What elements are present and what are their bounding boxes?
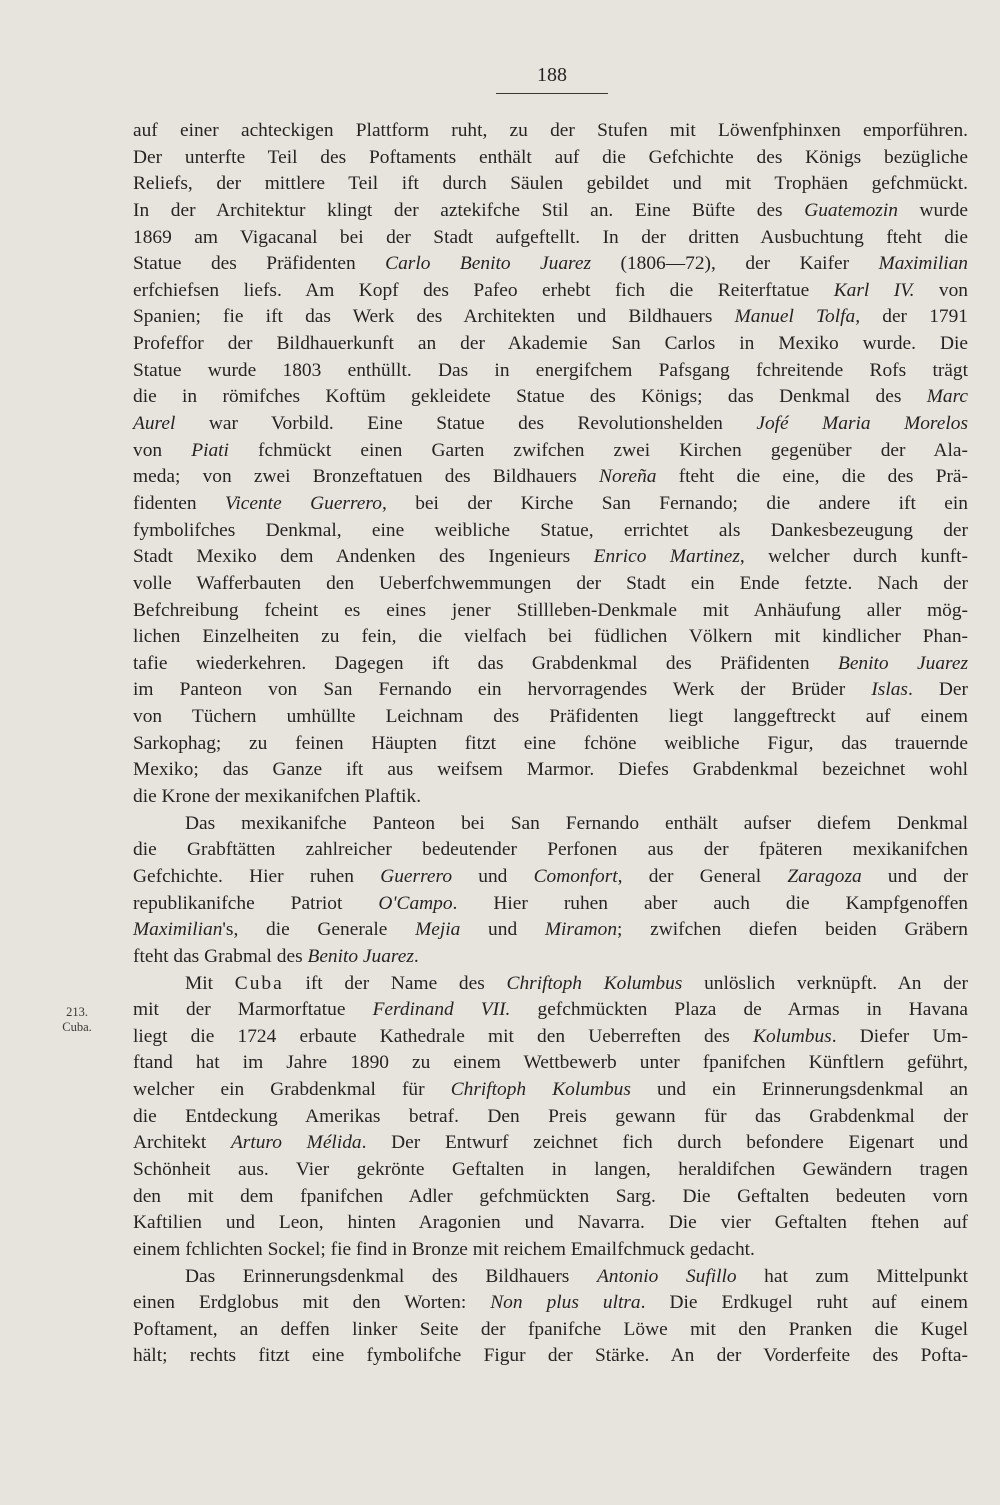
text-line <box>133 171 968 198</box>
text-segment: wurde <box>897 199 968 221</box>
text-line <box>133 757 968 784</box>
text-segment: Befchreibung fcheint es eines jener Stillleben-Denkmale mit Anhäufung aller mög- <box>133 599 968 621</box>
italic-name: Karl IV. <box>833 279 915 301</box>
text-segment: den mit dem fpanifchen Adler gefchmückten Sarg. Die Geftalten bedeuten vorn <box>133 1185 968 1207</box>
text-segment: ftand hat im Jahre 1890 zu einem Wettbewerb unter fpanifchen Künftlern geführt, <box>133 1052 968 1074</box>
italic-name: Miramon <box>544 919 618 941</box>
margin-note-label: Cuba. <box>62 1020 92 1034</box>
text-line <box>133 1157 968 1184</box>
text-segment: Sarkophag; zu feinen Häupten fitzt eine fchöne weibliche Figur, das trauernde <box>133 732 968 754</box>
text-segment: auf einer achteckigen Plattform ruht, zu der Stufen mit Löwenfphinxen emporführen. <box>133 120 968 141</box>
text-line <box>133 251 968 278</box>
text-line <box>133 1184 968 1211</box>
text-line <box>133 411 968 438</box>
text-segment: von <box>914 279 968 301</box>
text-segment: Cuba <box>234 972 284 994</box>
text-segment: Architekt <box>133 1132 231 1154</box>
italic-name: Jofé Maria Morelos <box>756 413 968 435</box>
italic-name: Vicente Guerrero <box>224 492 382 514</box>
text-segment: . Der <box>907 679 969 701</box>
text-line <box>133 1317 968 1344</box>
text-segment: die Entdeckung Amerikas betraf. Den Preis gewann für das Grabdenkmal der <box>133 1105 968 1127</box>
text-segment: 's, die Generale <box>222 919 416 941</box>
text-line <box>133 198 968 225</box>
text-line <box>133 917 968 944</box>
text-segment: unlöslich verknüpft. An der <box>682 972 969 994</box>
text-line <box>133 1210 968 1237</box>
text-segment: Das mexikanifche Panteon bei San Fernando enthält aufser diefem Denkmal <box>185 812 968 834</box>
text-segment: Stadt Mexiko dem Andenken des Ingenieurs <box>133 546 594 568</box>
text-segment: hält; rechts fitzt eine fymbolifche Figur der Stärke. An der Vorderfeite des Pofta- <box>133 1345 968 1367</box>
page-number: 188 <box>537 64 567 86</box>
text-line <box>133 997 968 1024</box>
text-segment: (1806—72), der Kaifer <box>591 253 879 275</box>
text-segment: fteht die eine, die des Prä- <box>656 466 968 488</box>
text-segment: von Tüchern umhüllte Leichnam des Präfidenten liegt langgeftreckt auf einem <box>133 706 968 728</box>
italic-name: Noreña <box>599 466 657 488</box>
italic-name: Chriftoph Kolumbus <box>450 1079 631 1101</box>
text-line <box>133 1290 968 1317</box>
text-segment: Das Erinnerungsdenkmal des Bildhauers <box>185 1265 597 1287</box>
margin-note <box>42 1005 112 1035</box>
text-line <box>133 571 968 598</box>
text-line <box>133 464 968 491</box>
italic-name: Benito Juarez <box>837 652 968 674</box>
italic-name: Comonfort <box>533 865 618 887</box>
text-segment: einem fchlichten Sockel; fie find in Bronze mit reichem Emailfchmuck gedacht. <box>133 1238 755 1260</box>
italic-name: O'Campo <box>378 892 453 914</box>
italic-name: Zaragoza <box>787 865 862 887</box>
text-segment: im Panteon von San Fernando ein hervorragendes Werk der Brüder <box>133 679 872 701</box>
italic-name: Maximilian <box>878 253 968 275</box>
text-segment: Profeffor der Bildhauerkunft an der Akademie San Carlos in Mexiko wurde. Die <box>133 333 968 355</box>
text-line <box>133 1264 968 1291</box>
text-segment: mit der Marmorftatue <box>133 999 373 1021</box>
text-line <box>133 304 968 331</box>
text-line <box>133 1077 968 1104</box>
text-segment: . Hier ruhen aber auch die Kampfgenoffen <box>452 892 968 914</box>
text-line <box>133 784 968 811</box>
text-segment: welcher ein Grabdenkmal für <box>133 1079 451 1101</box>
text-segment: Mit <box>185 972 235 994</box>
text-segment: ift der Name des <box>283 972 507 994</box>
text-segment: volle Wafferbauten den Ueberfchwemmungen der Stadt ein Ende fetzte. Nach der <box>133 572 968 594</box>
text-line <box>133 145 968 172</box>
text-segment: . Diefer Um- <box>831 1025 968 1047</box>
text-line <box>133 331 968 358</box>
text-segment: der 1791 <box>860 306 968 328</box>
italic-name: Carlo Benito Juarez <box>385 253 592 275</box>
text-segment: Spanien; fie ift das Werk des Architekten und Bildhauers <box>133 306 735 328</box>
text-segment: lichen Einzelheiten zu fein, die vielfach bei füdlichen Völkern mit kindlicher Phan- <box>133 626 968 648</box>
text-segment: Poftament, an deffen linker Seite der fpanifche Löwe mit den Pranken die Kugel <box>133 1318 968 1340</box>
italic-name: Manuel Tolfa, <box>734 306 861 328</box>
body-text <box>133 118 968 1370</box>
text-line <box>133 1237 968 1264</box>
text-segment: und der <box>861 865 969 887</box>
text-segment: tafie wiederkehren. Dagegen ift das Grabdenkmal des Präfidenten <box>133 652 838 674</box>
text-line <box>133 677 968 704</box>
italic-name: Antonio Sufillo <box>596 1265 737 1287</box>
text-segment: und <box>452 865 534 887</box>
italic-name: Marc <box>926 386 968 408</box>
text-segment: 1869 am Vigacanal bei der Stadt aufgeftellt. In der dritten Ausbuchtung fteht die <box>133 226 968 248</box>
text-segment: , bei der Kirche San Fernando; die andere ift ein <box>381 492 968 514</box>
text-segment: liegt die 1724 erbaute Kathedrale mit den Ueberreften des <box>133 1025 754 1047</box>
text-line <box>133 491 968 518</box>
text-segment: Schönheit aus. Vier gekrönte Geftalten in langen, heraldifchen Gewändern tragen <box>133 1158 968 1180</box>
italic-name: Islas <box>871 679 908 701</box>
italic-name: Guatemozin <box>804 199 898 221</box>
italic-name: Benito Juarez <box>307 945 414 967</box>
text-segment: Der unterfte Teil des Poftaments enthält auf die Gefchichte des Königs bezügliche <box>133 146 968 168</box>
text-segment: ; zwifchen diefen beiden Gräbern <box>617 919 969 941</box>
text-line <box>133 891 968 918</box>
italic-name: Piati <box>191 439 229 461</box>
text-line <box>133 1130 968 1157</box>
margin-note-number: 213. <box>66 1005 88 1019</box>
italic-name: Chriftoph Kolumbus <box>506 972 683 994</box>
text-line <box>133 811 968 838</box>
text-line <box>133 731 968 758</box>
text-segment: meda; von zwei Bronzeftatuen des Bildhauers <box>133 466 600 488</box>
text-segment: und ein Erinnerungsdenkmal an <box>630 1079 968 1101</box>
italic-name: Aurel <box>133 413 176 435</box>
text-segment: Statue wurde 1803 enthüllt. Das in energifchem Pafsgang fchreitende Rofs trägt <box>133 359 968 381</box>
text-line <box>133 598 968 625</box>
text-segment: hat zum Mittelpunkt <box>736 1265 968 1287</box>
text-line <box>133 278 968 305</box>
text-segment: und <box>460 919 545 941</box>
page-number-rule <box>496 93 608 94</box>
italic-name: Ferdinand VII. <box>372 999 511 1021</box>
text-segment: fchmückt einen Garten zwifchen zwei Kirchen gegenüber der Ala- <box>228 439 968 461</box>
text-line <box>133 544 968 571</box>
text-line <box>133 1343 968 1370</box>
text-segment: Reliefs, der mittlere Teil ift durch Säulen gebildet und mit Trophäen gefchmückt. <box>133 173 968 195</box>
text-line <box>133 225 968 252</box>
italic-name: Enrico Martinez <box>593 546 740 568</box>
text-segment: war Vorbild. Eine Statue des Revolutionshelden <box>175 413 757 435</box>
text-segment: erfchiefsen liefs. Am Kopf des Pafeo erhebt fich die Reiterftatue <box>133 279 834 301</box>
text-line <box>133 624 968 651</box>
text-line <box>133 358 968 385</box>
text-segment: . Die Erdkugel ruht auf einem <box>640 1292 968 1314</box>
text-segment: fymbolifches Denkmal, eine weibliche Statue, errichtet als Dankesbezeugung der <box>133 519 968 541</box>
italic-name: Guerrero <box>380 865 453 887</box>
text-segment: Statue des Präfidenten <box>133 253 386 275</box>
text-segment: , der General <box>617 865 788 887</box>
text-segment: Mexiko; das Ganze ift aus weifsem Marmor. Diefes Grabdenkmal bezeichnet wohl <box>133 759 968 781</box>
text-segment: , welcher durch kunft- <box>739 546 968 568</box>
text-segment: Gefchichte. Hier ruhen <box>133 865 381 887</box>
text-line <box>133 118 968 145</box>
text-line <box>133 1050 968 1077</box>
text-line <box>133 837 968 864</box>
text-segment: die Grabftätten zahlreicher bedeutender Perfonen aus der fpäteren mexikanifchen <box>133 839 968 861</box>
text-segment: einen Erdglobus mit den Worten: <box>133 1292 491 1314</box>
text-line <box>133 518 968 545</box>
italic-name: Non plus ultra <box>490 1292 641 1314</box>
text-segment: die in römifches Koftüm gekleidete Statue des Königs; das Denkmal des <box>133 386 927 408</box>
italic-name: Maximilian <box>133 919 223 941</box>
text-segment: . Der Entwurf zeichnet fich durch befondere Eigenart und <box>361 1132 968 1154</box>
italic-name: Arturo Mélida <box>230 1132 362 1154</box>
text-segment: Kaftilien und Leon, hinten Aragonien und Navarra. Die vier Geftalten ftehen auf <box>133 1212 968 1234</box>
text-segment: . <box>413 945 419 967</box>
text-segment: In der Architektur klingt der aztekifche Stil an. Eine Büfte des <box>133 199 805 221</box>
italic-name: Kolumbus <box>753 1025 832 1047</box>
text-line <box>133 971 968 998</box>
text-line <box>133 384 968 411</box>
text-line <box>133 438 968 465</box>
text-line <box>133 1104 968 1131</box>
text-line <box>133 651 968 678</box>
text-segment: fidenten <box>133 492 225 514</box>
text-line <box>133 1024 968 1051</box>
italic-name: Mejia <box>415 919 461 941</box>
text-line <box>133 704 968 731</box>
text-segment: fteht das Grabmal des <box>133 945 308 967</box>
text-segment: von <box>133 439 192 461</box>
text-line <box>133 944 968 971</box>
text-segment: die Krone der mexikanifchen Plaftik. <box>133 786 422 808</box>
text-line <box>133 864 968 891</box>
text-segment: republikanifche Patriot <box>133 892 379 914</box>
text-segment: gefchmückten Plaza de Armas in Havana <box>510 999 968 1021</box>
